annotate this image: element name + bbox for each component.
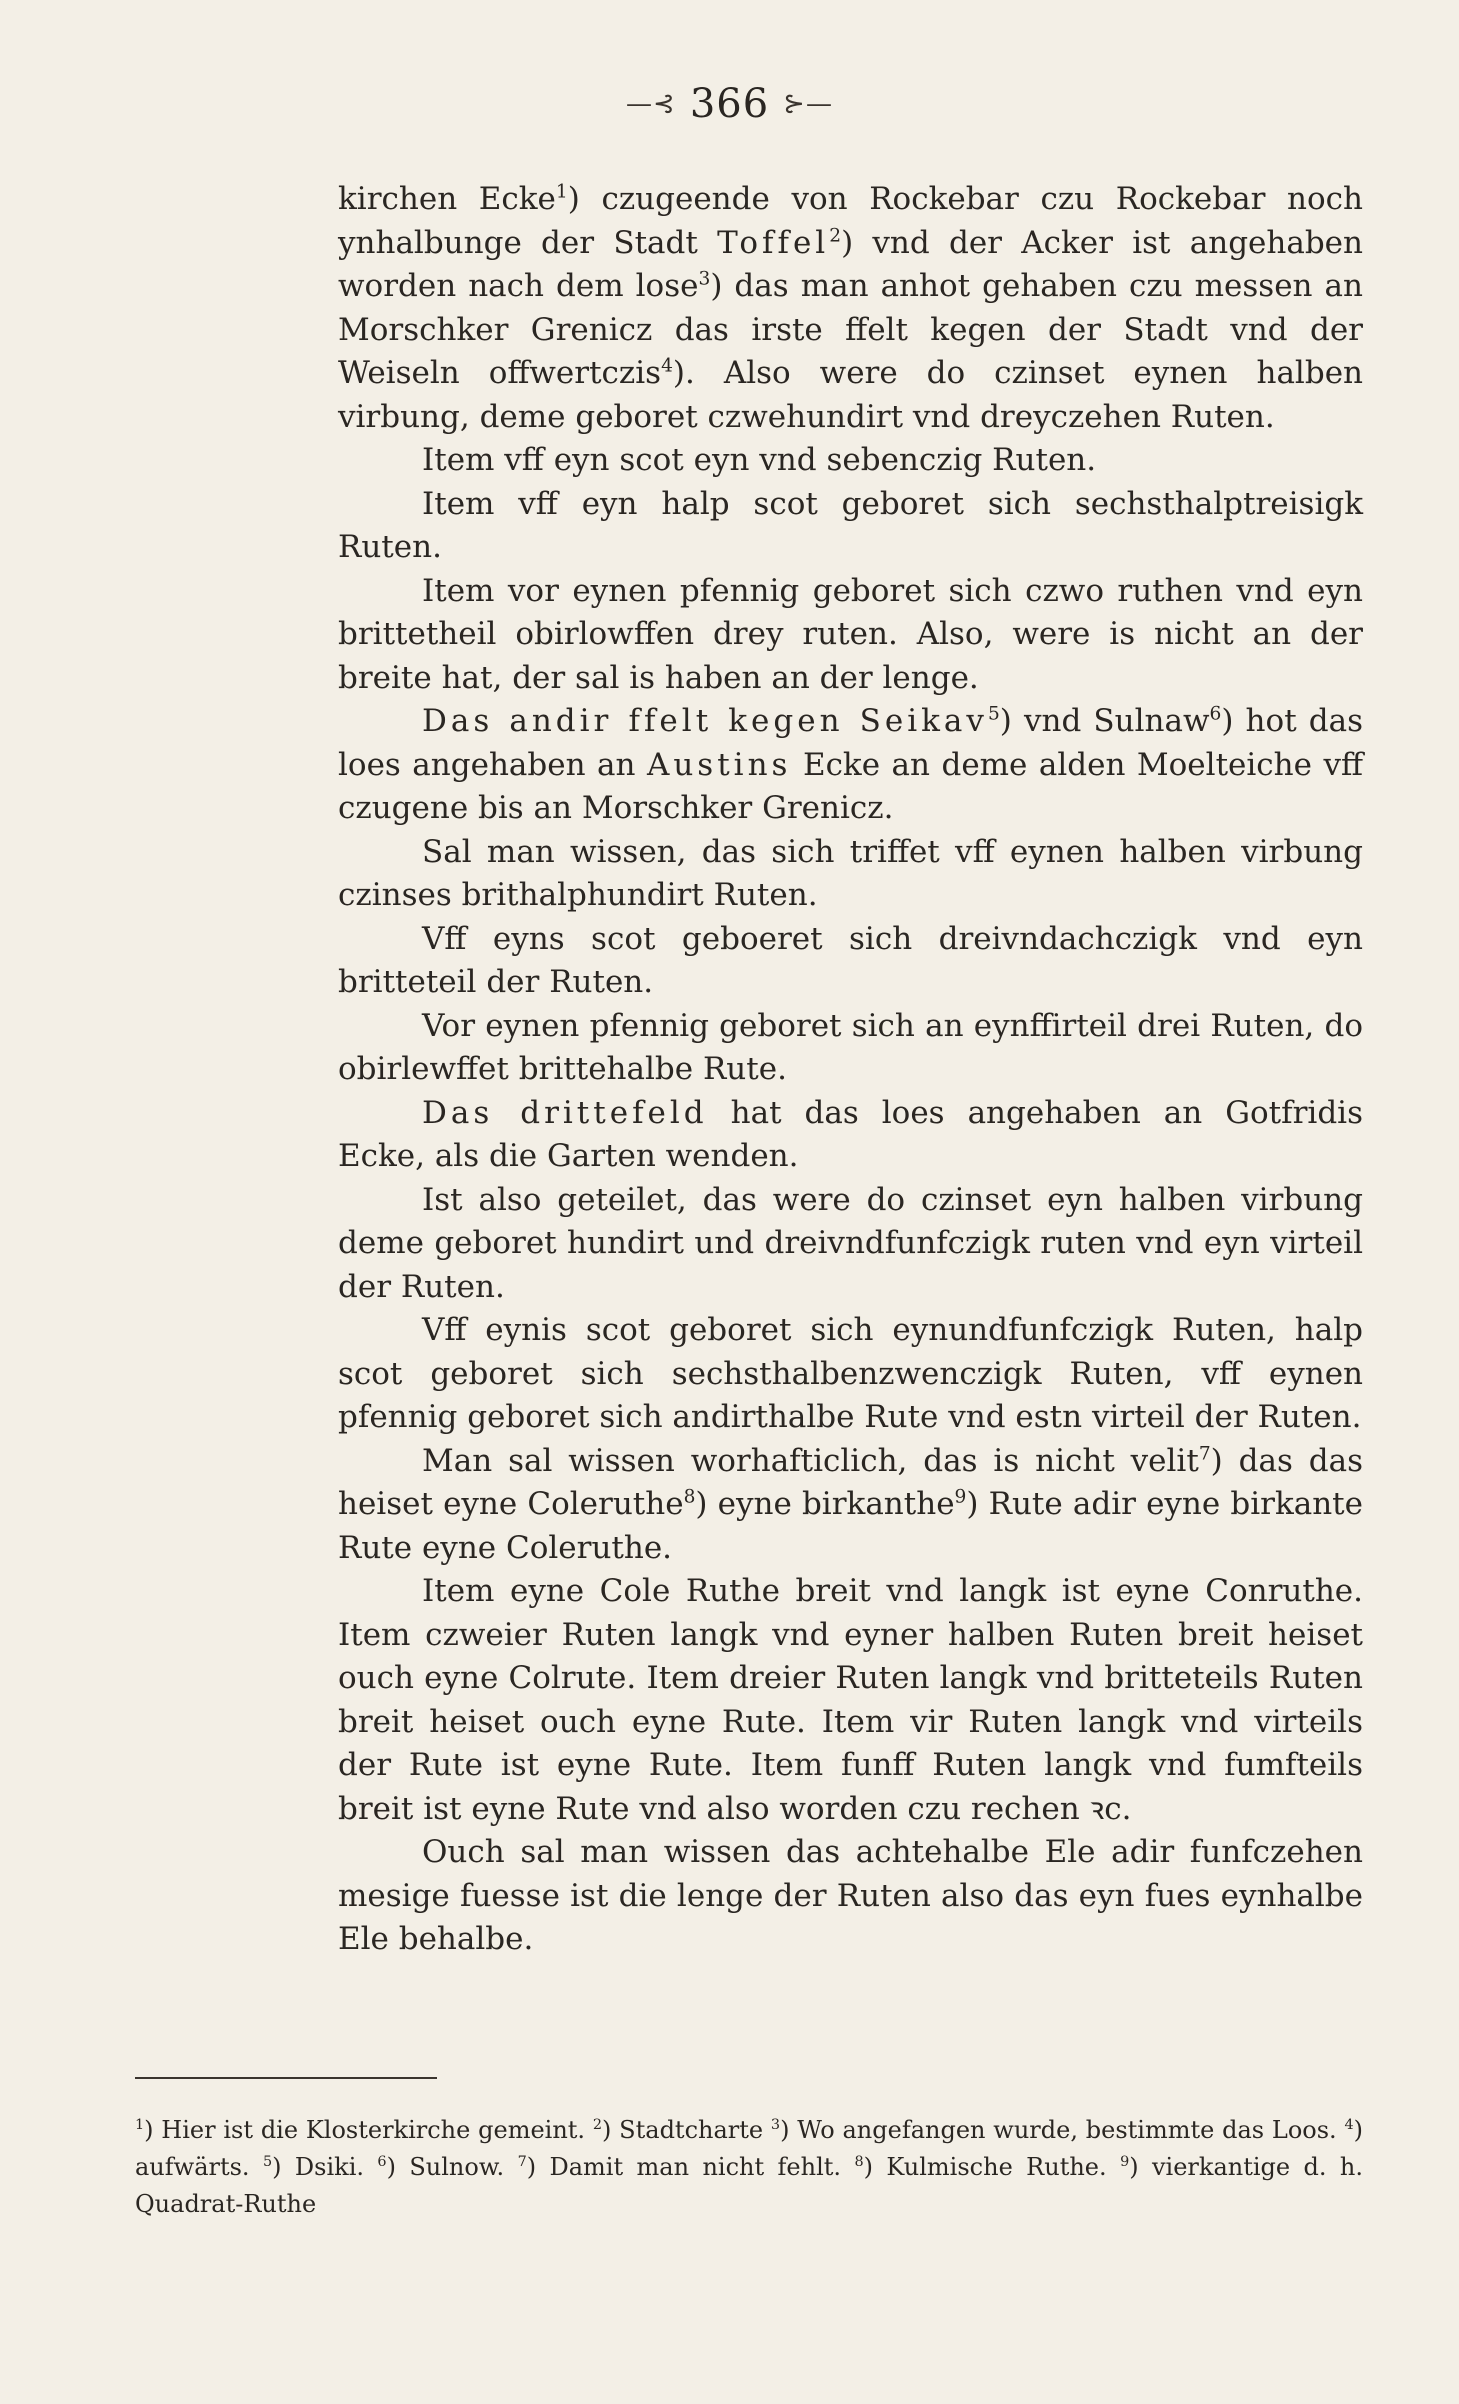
footnote-divider xyxy=(135,2077,437,2079)
paragraph xyxy=(338,831,1363,918)
footnote-marker: 5 xyxy=(262,2154,273,2170)
footnote-marker: 1 xyxy=(555,181,568,203)
text-run: ) Wo angefangen wurde, bestimmte das Loos. xyxy=(780,2116,1345,2144)
text-run: ) aufwärts. xyxy=(135,2116,1364,2181)
text-run: ) Sulnow. xyxy=(386,2153,518,2181)
footnote-marker: 4 xyxy=(1344,2117,1354,2133)
spaced-emphasis: Das andir ffelt kegen Seikav xyxy=(422,703,988,739)
paragraph xyxy=(338,1309,1363,1440)
footnote-marker: 6 xyxy=(377,2154,387,2170)
paragraph xyxy=(338,1092,1363,1179)
footnote-marker: 9 xyxy=(954,1486,967,1508)
paragraph xyxy=(338,1005,1363,1092)
footnote-marker: 8 xyxy=(683,1486,696,1508)
text-run: Item vor eynen pfennig geboret sich czwo ruthen vnd eyn brittetheil obirlowffen drey ruten. Also, were is nicht an der breite hat, der sal is haben an der lenge. xyxy=(338,572,1363,696)
footnote-marker: 8 xyxy=(854,2154,864,2170)
text-run: Vor eynen pfennig geboret sich an eynffirteil drei Ruten, do obirlewffet brittehalbe Rute. xyxy=(338,1007,1363,1087)
text-run: ) eyne birkanthe xyxy=(695,1486,955,1522)
text-run: Ouch sal man wissen das achtehalbe Ele adir funfczehen mesige fuesse ist die lenge der Ruten also das eyn fues eynhalbe Ele behalbe. xyxy=(338,1834,1363,1957)
page-header xyxy=(0,78,1459,127)
text-run: ) Rute adir eyne birkante Rute eyne Coleruthe. xyxy=(338,1486,1363,1566)
paragraph xyxy=(338,1179,1363,1310)
paragraph xyxy=(338,178,1363,439)
paragraph xyxy=(338,918,1363,1005)
header-ornament-left: —⊰ xyxy=(626,89,676,119)
footnotes xyxy=(135,2112,1363,2223)
text-run: hat das loes angehaben an Gotfridis Ecke, als die Garten wenden. xyxy=(338,1094,1364,1174)
header-ornament-right: ⊱— xyxy=(783,89,833,119)
text-run: Man sal wissen worhafticlich, das is nicht velit xyxy=(422,1442,1199,1479)
footnote-marker: 4 xyxy=(661,355,673,377)
page-number: 366 xyxy=(689,81,770,127)
text-run: ) das das heiset eyne Coleruthe xyxy=(338,1442,1363,1522)
text-run: ) Damit man nicht fehlt. xyxy=(526,2153,855,2181)
paragraph xyxy=(338,1440,1363,1571)
text-run: Ecke an deme alden Moelteiche vff czugene bis an Morschker Grenicz. xyxy=(338,746,1363,826)
footnote-marker: 3 xyxy=(698,268,711,290)
paragraph xyxy=(338,439,1363,483)
text-run: kirchen Ecke xyxy=(338,181,556,217)
footnote-marker: 1 xyxy=(135,2117,145,2133)
text-run: ) Hier ist die Klosterkirche gemeint. xyxy=(144,2116,593,2144)
text-run: Item vff eyn halp scot geboret sich sechsthalptreisigk Ruten. xyxy=(338,485,1363,565)
text-run: Vff eynis scot geboret sich eynundfunfczigk Ruten, halp scot geboret sich sechsthalbenzwenczigk Ruten, vff eynen pfennig geboret sich andirthalbe Rute vnd estn virteil der Ruten. xyxy=(338,1312,1363,1435)
text-run: ) Kulmische Ruthe. xyxy=(863,2153,1121,2181)
paragraph xyxy=(338,1831,1363,1962)
footnote-marker: 5 xyxy=(987,703,1000,725)
footnote-marker: 7 xyxy=(517,2154,527,2170)
footnote-marker: 2 xyxy=(592,2117,603,2133)
paragraph xyxy=(338,570,1363,701)
text-run: Vff eyns scot geboeret sich dreivndachczigk vnd eyn britteteil der Ruten. xyxy=(338,920,1363,1000)
spaced-emphasis: Das drittefeld xyxy=(422,1094,708,1131)
text-run: ) hot das loes angehaben an xyxy=(338,703,1363,783)
footnote-marker: 6 xyxy=(1209,703,1222,725)
footnote-marker: 9 xyxy=(1120,2154,1130,2170)
text-run: ) vierkantige d. h. Quadrat-Ruthe xyxy=(135,2153,1363,2218)
text-run: Item eyne Cole Ruthe breit vnd langk ist eyne Conruthe. Item czweier Ruten langk vnd eyner halben Ruten breit heiset ouch eyne Colrute. Item dreier Ruten langk vnd britteteils Ruten breit heiset ouch eyne Rute. Item vir Ruten langk vnd virteils der Rute ist eyne Rute. Item funff Ruten langk vnd fumfteils breit ist eyne Rute vnd also worden czu rechen ꝛc. xyxy=(338,1573,1363,1827)
paragraph xyxy=(338,483,1363,570)
text-run: ) vnd der Acker ist angehaben worden nach dem lose xyxy=(338,224,1363,304)
paragraph xyxy=(338,1570,1363,1831)
text-run: ) czugeende von Rockebar czu Rockebar noch ynhalbunge der Stadt xyxy=(338,181,1363,261)
footnote-marker: 7 xyxy=(1198,1443,1211,1465)
text-run: Item vff eyn scot eyn vnd sebenczig Ruten. xyxy=(422,442,1097,478)
paragraph xyxy=(338,700,1363,831)
text-run: Ist also geteilet, das were do czinset eyn halben virbung deme geboret hundirt und dreivndfunfczigk ruten vnd eyn virteil der Ruten. xyxy=(338,1181,1363,1305)
text-run: ) Stadtcharte xyxy=(602,2116,771,2144)
text-run: ) das man anhot gehaben czu messen an Morschker Grenicz das irste ffelt kegen der Stadt vnd der Weiseln offwertczis xyxy=(338,268,1364,391)
body-text xyxy=(338,178,1363,1962)
text-run: Sal man wissen, das sich triffet vff eynen halben virbung czinses brithalphundirt Ruten. xyxy=(338,833,1363,913)
spaced-emphasis: Austins xyxy=(646,746,792,783)
text-run: ). Also were do czinset eynen halben virbung, deme geboret czwehundirt vnd dreyczehen Ruten. xyxy=(338,355,1363,435)
footnote-marker: 2 xyxy=(829,225,842,247)
text-run: ) Dsiki. xyxy=(272,2153,378,2181)
text-run: ) vnd Sulnaw xyxy=(999,703,1210,739)
spaced-emphasis: Toffel xyxy=(717,224,830,261)
footnote-marker: 3 xyxy=(770,2117,781,2133)
